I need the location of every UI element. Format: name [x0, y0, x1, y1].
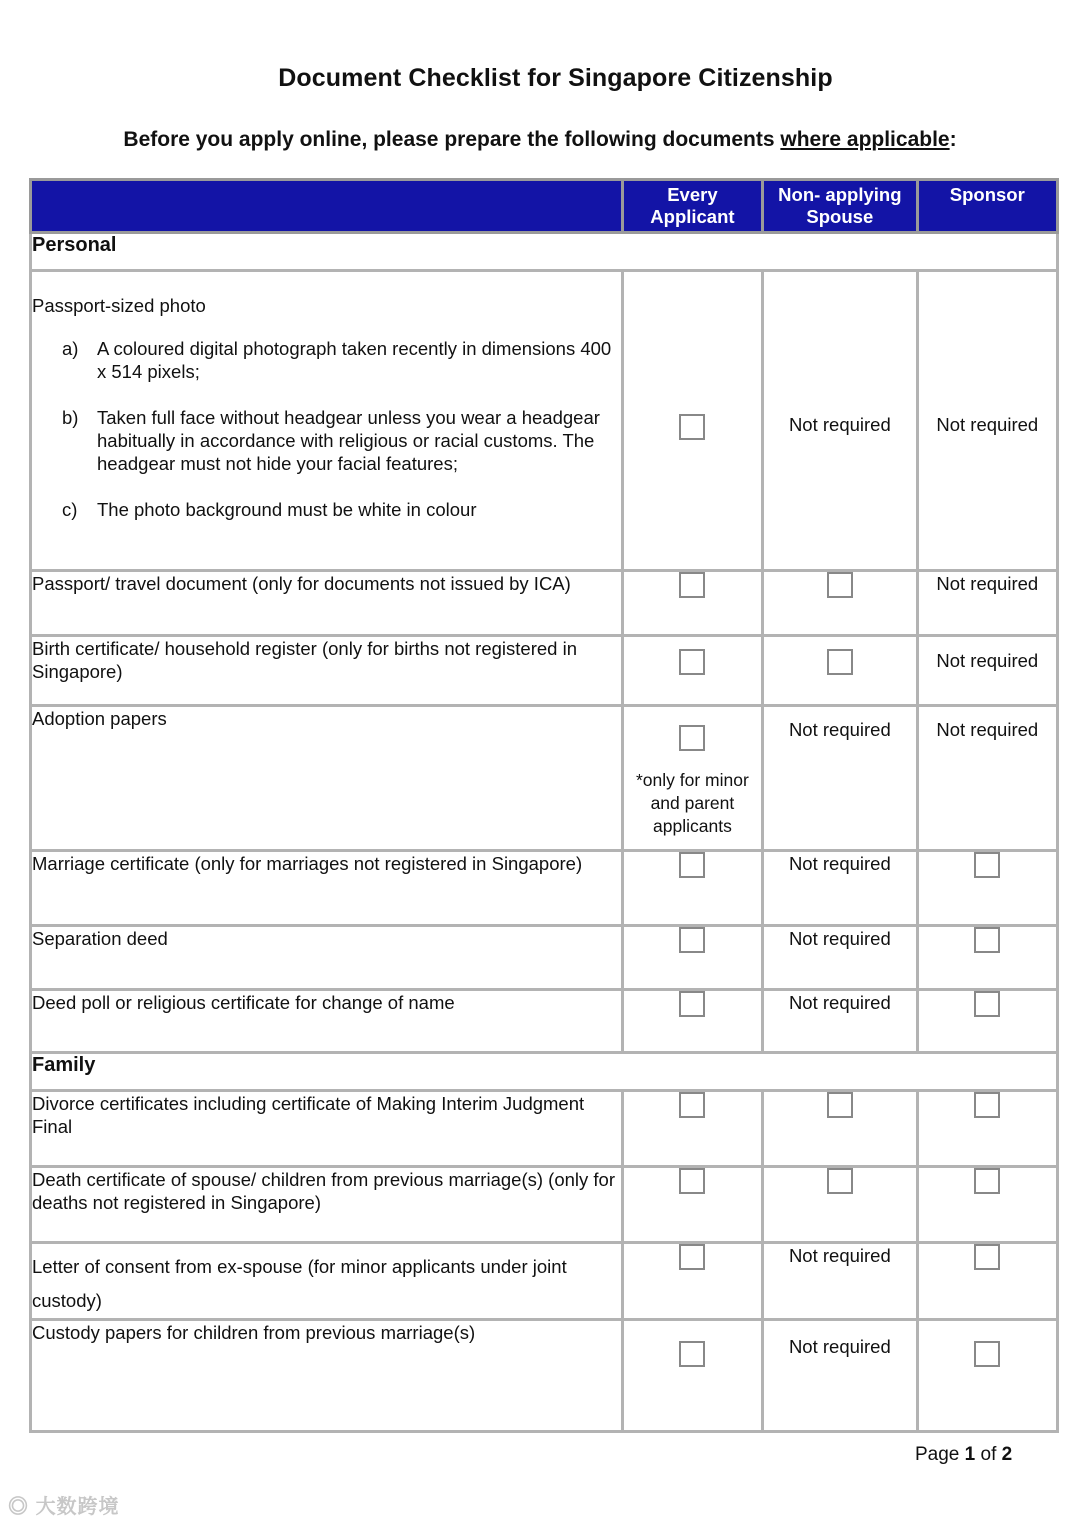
spouse-cell — [763, 1091, 917, 1167]
checkbox[interactable] — [679, 1092, 705, 1118]
checkbox[interactable] — [679, 927, 705, 953]
every-applicant-cell — [622, 1167, 762, 1243]
every-applicant-cell — [622, 706, 762, 851]
table-row — [31, 990, 1058, 1053]
sponsor-cell: Not required — [917, 271, 1057, 571]
spouse-cell — [763, 636, 917, 706]
subtitle-suffix: : — [949, 128, 957, 151]
table-row — [31, 1243, 1058, 1320]
table-row — [31, 1167, 1058, 1243]
section-personal — [31, 233, 1058, 271]
adoption-note: *only for minor and parent applicants — [636, 770, 749, 836]
table-row — [31, 571, 1058, 636]
checkbox[interactable] — [974, 927, 1000, 953]
doc-cell: Letter of consent from ex-spouse (for minor applicants under joint custody) — [31, 1243, 623, 1320]
header-non-applying-spouse: Non- applying Spouse — [763, 180, 917, 233]
section-title: Personal — [31, 233, 1058, 271]
checkbox[interactable] — [974, 1244, 1000, 1270]
doc-cell: Passport/ travel document (only for documents not issued by ICA) — [31, 571, 623, 636]
page-title: Document Checklist for Singapore Citizenship — [278, 64, 833, 92]
sponsor-cell — [917, 990, 1057, 1053]
doc-cell: Custody papers for children from previous marriage(s) — [31, 1320, 623, 1432]
sponsor-cell — [917, 851, 1057, 926]
checkbox[interactable] — [679, 649, 705, 675]
checkbox[interactable] — [827, 572, 853, 598]
checkbox[interactable] — [679, 572, 705, 598]
spouse-cell: Not required — [763, 1320, 917, 1432]
sponsor-cell — [917, 1320, 1057, 1432]
sponsor-cell — [917, 1243, 1057, 1320]
list-item: b) Taken full face without headgear unless you wear a headgear habitually in accordance with religious or racial customs. The headgear must not hide your facial features; — [62, 407, 600, 474]
subtitle-prefix: Before you apply online, please prepare the following documents — [123, 128, 781, 151]
every-applicant-cell — [622, 571, 762, 636]
spouse-cell: Not required — [763, 851, 917, 926]
checkbox[interactable] — [974, 991, 1000, 1017]
checkbox[interactable] — [974, 1341, 1000, 1367]
header-row — [31, 180, 1058, 233]
checklist-table — [29, 178, 1059, 1433]
checkbox[interactable] — [679, 414, 705, 440]
checkbox[interactable] — [827, 649, 853, 675]
every-applicant-cell — [622, 1091, 762, 1167]
every-applicant-cell — [622, 926, 762, 990]
spouse-cell — [763, 1167, 917, 1243]
doc-cell: Deed poll or religious certificate for change of name — [31, 990, 623, 1053]
sponsor-cell: Not required — [917, 636, 1057, 706]
photo-requirements — [32, 337, 621, 521]
spouse-cell: Not required — [763, 990, 917, 1053]
spouse-cell: Not required — [763, 1243, 917, 1320]
header-every-applicant: Every Applicant — [622, 180, 762, 233]
every-applicant-cell — [622, 636, 762, 706]
table-row — [31, 1320, 1058, 1432]
sponsor-cell: Not required — [917, 706, 1057, 851]
checkbox[interactable] — [679, 1341, 705, 1367]
doc-cell: Birth certificate/ household register (only for births not registered in Singapore) — [31, 636, 623, 706]
every-applicant-cell — [622, 990, 762, 1053]
every-applicant-cell — [622, 851, 762, 926]
table-row — [31, 271, 1058, 571]
checkbox[interactable] — [679, 725, 705, 751]
doc-cell: Death certificate of spouse/ children from previous marriage(s) (only for deaths not registered in Singapore) — [31, 1167, 623, 1243]
sponsor-cell: Not required — [917, 571, 1057, 636]
table-row — [31, 636, 1058, 706]
subtitle — [0, 128, 1080, 152]
table-row — [31, 851, 1058, 926]
spouse-cell: Not required — [763, 706, 917, 851]
checkbox[interactable] — [679, 852, 705, 878]
every-applicant-cell — [622, 271, 762, 571]
doc-cell: Adoption papers — [31, 706, 623, 851]
checkbox[interactable] — [974, 852, 1000, 878]
checkbox[interactable] — [827, 1092, 853, 1118]
sponsor-cell — [917, 1091, 1057, 1167]
header-document — [31, 180, 623, 233]
checkbox[interactable] — [679, 991, 705, 1017]
watermark: ◎ 大数跨境 — [8, 1496, 120, 1518]
spouse-cell: Not required — [763, 271, 917, 571]
subtitle-underlined: where applicable — [780, 128, 950, 151]
checkbox[interactable] — [974, 1168, 1000, 1194]
doc-cell: Separation deed — [31, 926, 623, 990]
watermark-icon: ◎ — [8, 1496, 29, 1518]
every-applicant-cell — [622, 1243, 762, 1320]
checkbox[interactable] — [974, 1092, 1000, 1118]
checkbox[interactable] — [827, 1168, 853, 1194]
checkbox[interactable] — [679, 1168, 705, 1194]
list-item: a) A coloured digital photograph taken recently in dimensions 400 x 514 pixels; — [62, 338, 612, 382]
doc-cell: Divorce certificates including certificate of Making Interim Judgment Final — [31, 1091, 623, 1167]
table-row — [31, 706, 1058, 851]
spouse-cell — [763, 571, 917, 636]
section-family — [31, 1053, 1058, 1091]
photo-title: Passport-sized photo — [32, 295, 206, 316]
every-applicant-cell — [622, 1320, 762, 1432]
spouse-cell: Not required — [763, 926, 917, 990]
list-item: c) The photo background must be white in colour — [62, 499, 477, 520]
section-title: Family — [31, 1053, 1058, 1091]
table-row — [31, 926, 1058, 990]
doc-cell: Marriage certificate (only for marriages not registered in Singapore) — [31, 851, 623, 926]
page-number: Page 1 of 2 — [915, 1444, 1013, 1465]
sponsor-cell — [917, 1167, 1057, 1243]
sponsor-cell — [917, 926, 1057, 990]
header-sponsor: Sponsor — [917, 180, 1057, 233]
doc-cell — [31, 271, 623, 571]
table-row — [31, 1091, 1058, 1167]
checkbox[interactable] — [679, 1244, 705, 1270]
